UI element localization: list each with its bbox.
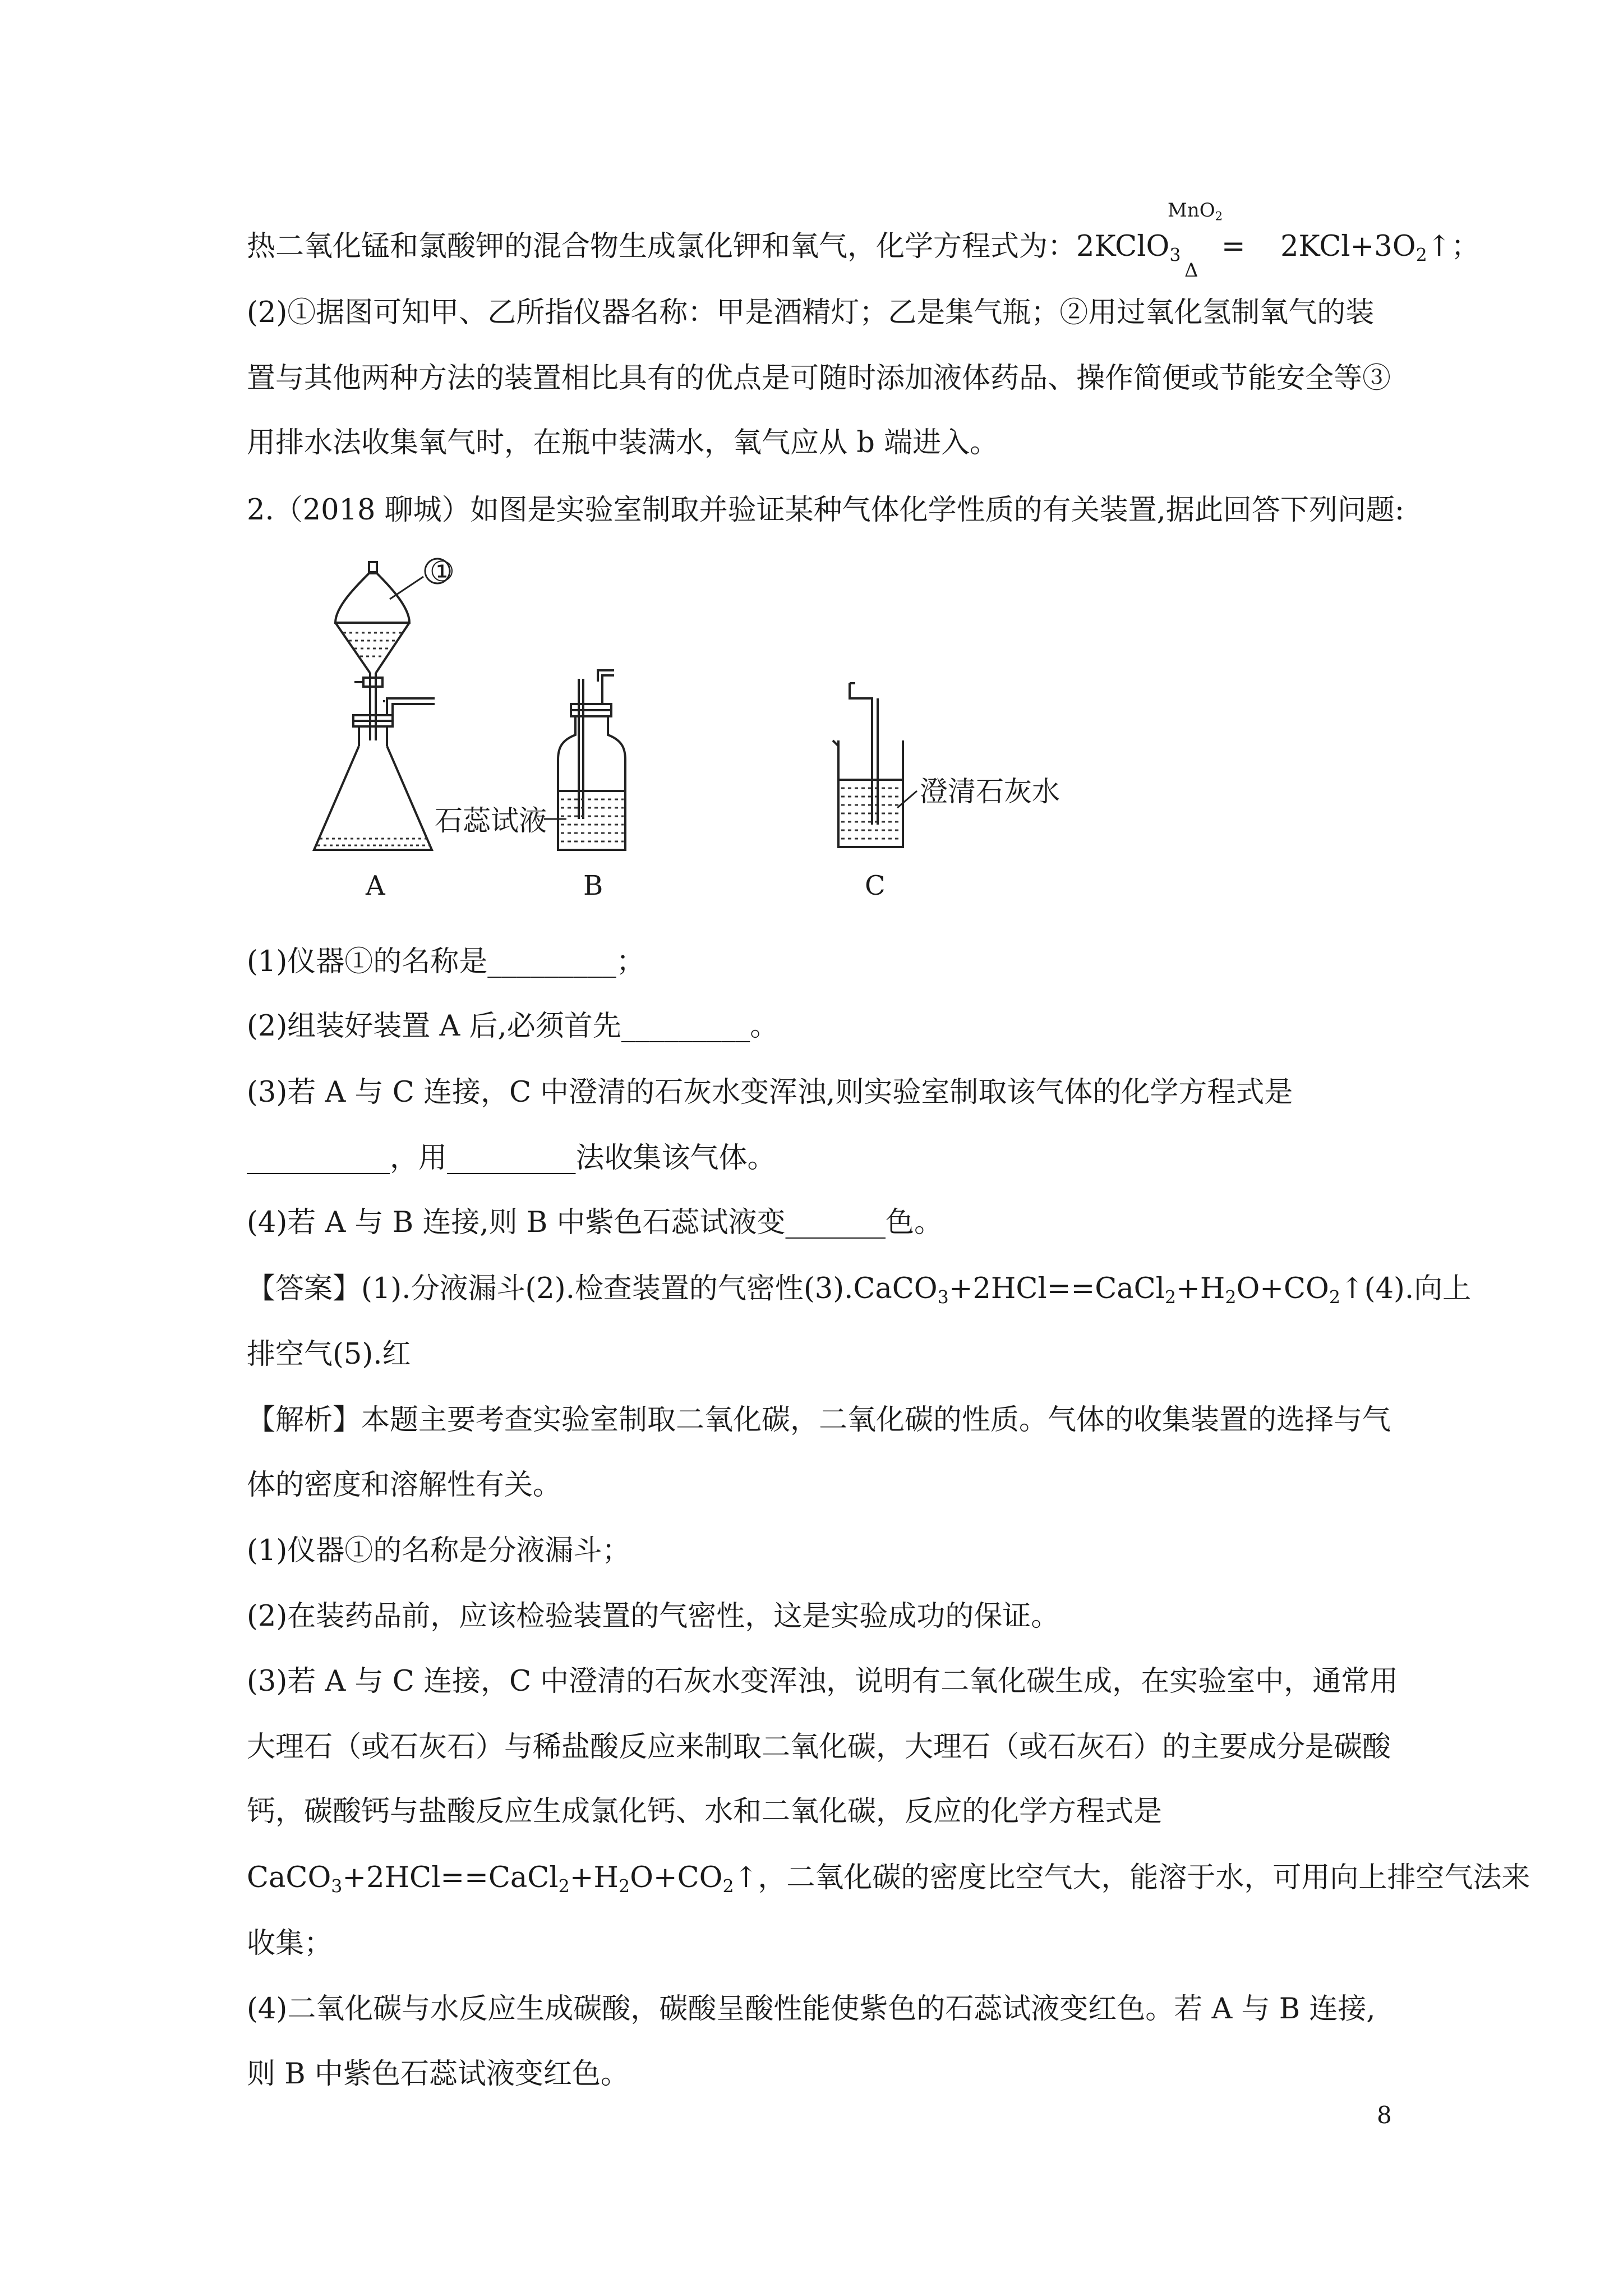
text-line-1 xyxy=(247,227,1479,266)
subscript: 2 xyxy=(558,1876,570,1897)
marker-1-label: ① xyxy=(430,555,455,588)
analysis-line-1: 【解析】本题主要考查实验室制取二氧化碳，二氧化碳的性质。气体的收集装置的选择与气 xyxy=(247,1404,1391,1437)
answer-text: 【答案】(1).分液漏斗(2).检查装置的气密性(3).CaCO xyxy=(247,1272,938,1305)
analysis-line-11: 则 B 中紫色石蕊试液变红色。 xyxy=(247,2058,629,2091)
answer-line-2: 排空气(5).红 xyxy=(247,1338,411,1371)
analysis-text: ↑，二氧化碳的密度比空气大，能溶于水，可用向上排空气法来 xyxy=(734,1861,1530,1894)
subscript: 3 xyxy=(331,1876,343,1897)
question-2-3: (3)若 A 与 C 连接，C 中澄清的石灰水变浑浊,则实验室制取该气体的化学方程式是 xyxy=(247,1076,1293,1109)
question-2-4: (4)若 A 与 B 连接,则 B 中紫色石蕊试液变_______色。 xyxy=(247,1206,943,1239)
equation-sign: = xyxy=(1221,230,1246,263)
analysis-text: O+CO xyxy=(630,1861,723,1894)
apparatus-figure xyxy=(303,555,1178,914)
apparatus-c xyxy=(833,683,917,847)
subscript: 3 xyxy=(1169,245,1181,266)
analysis-text: +H xyxy=(569,1861,619,1894)
analysis-line-5: (3)若 A 与 C 连接，C 中澄清的石灰水变浑浊，说明有二氧化碳生成，在实验室中，通常用 xyxy=(247,1665,1399,1698)
subscript: 2 xyxy=(1164,1287,1177,1308)
subscript: 2 xyxy=(1329,1287,1340,1308)
analysis-line-8 xyxy=(247,1858,1530,1898)
analysis-line-4: (2)在装药品前，应该检验装置的气密性，这是实验成功的保证。 xyxy=(247,1600,1060,1633)
analysis-line-3: (1)仪器①的名称是分液漏斗； xyxy=(247,1534,631,1567)
subscript: 2 xyxy=(618,1876,630,1897)
analysis-line-7: 钙，碳酸钙与盐酸反应生成氯化钙、水和二氧化碳，反应的化学方程式是 xyxy=(247,1795,1163,1828)
text-line-2: (2)①据图可知甲、乙所指仪器名称：甲是酒精灯；乙是集气瓶；②用过氧化氢制氧气的装 xyxy=(247,296,1375,329)
equation-lead: 热二氧化锰和氯酸钾的混合物生成氯化钾和氧气，化学方程式为：2KClO xyxy=(247,230,1170,263)
answer-text: +2HCl==CaCl xyxy=(948,1272,1165,1305)
answer-text: ↑(4).向上 xyxy=(1340,1272,1472,1305)
answer-text: O+CO xyxy=(1236,1272,1329,1305)
text-line-4: 用排水法收集氧气时，在瓶中装满水，氧气应从 b 端进入。 xyxy=(247,426,999,459)
analysis-text: CaCO xyxy=(247,1861,331,1894)
label-c: C xyxy=(865,870,886,901)
subscript: 2 xyxy=(1225,1287,1237,1308)
limewater-label: 澄清石灰水 xyxy=(920,775,1060,808)
page-number: 8 xyxy=(1377,2101,1392,2129)
apparatus-b xyxy=(544,670,625,850)
subscript: 2 xyxy=(1415,245,1427,266)
label-a: A xyxy=(366,870,385,901)
catalyst-label xyxy=(1168,199,1223,222)
subscript: 3 xyxy=(937,1287,949,1308)
label-b: B xyxy=(583,870,603,901)
heat-condition: Δ xyxy=(1184,259,1198,282)
equation-products: 2KCl+3O xyxy=(1280,230,1416,263)
question-2-heading: 2.（2018 聊城）如图是实验室制取并验证某种气体化学性质的有关装置,据此回答下列问题: xyxy=(247,494,1405,527)
question-2-2: (2)组装好装置 A 后,必须首先_________。 xyxy=(247,1010,779,1043)
subscript: 2 xyxy=(722,1876,734,1897)
text-line-3: 置与其他两种方法的装置相比具有的优点是可随时添加液体药品、操作简便或节能安全等③ xyxy=(247,362,1391,395)
analysis-text: +2HCl==CaCl xyxy=(342,1861,559,1894)
analysis-line-6: 大理石（或石灰石）与稀盐酸反应来制取二氧化碳，大理石（或石灰石）的主要成分是碳酸 xyxy=(247,1731,1391,1764)
apparatus-a xyxy=(314,559,450,850)
analysis-line-10: (4)二氧化碳与水反应生成碳酸，碳酸呈酸性能使紫色的石蕊试液变红色。若 A 与 B 连接, xyxy=(247,1993,1376,2026)
litmus-label: 石蕊试液 xyxy=(435,804,547,837)
answer-line-1 xyxy=(247,1269,1471,1309)
answer-text: +H xyxy=(1176,1272,1225,1305)
equation-tail: ↑； xyxy=(1427,230,1480,263)
catalyst-text: MnO xyxy=(1168,199,1215,222)
question-2-1: (1)仪器①的名称是_________； xyxy=(247,945,645,978)
analysis-line-9: 收集； xyxy=(247,1927,333,1960)
analysis-line-2: 体的密度和溶解性有关。 xyxy=(247,1469,562,1502)
subscript: 2 xyxy=(1215,209,1223,223)
question-2-3-continued: __________，用_________法收集该气体。 xyxy=(247,1142,776,1175)
